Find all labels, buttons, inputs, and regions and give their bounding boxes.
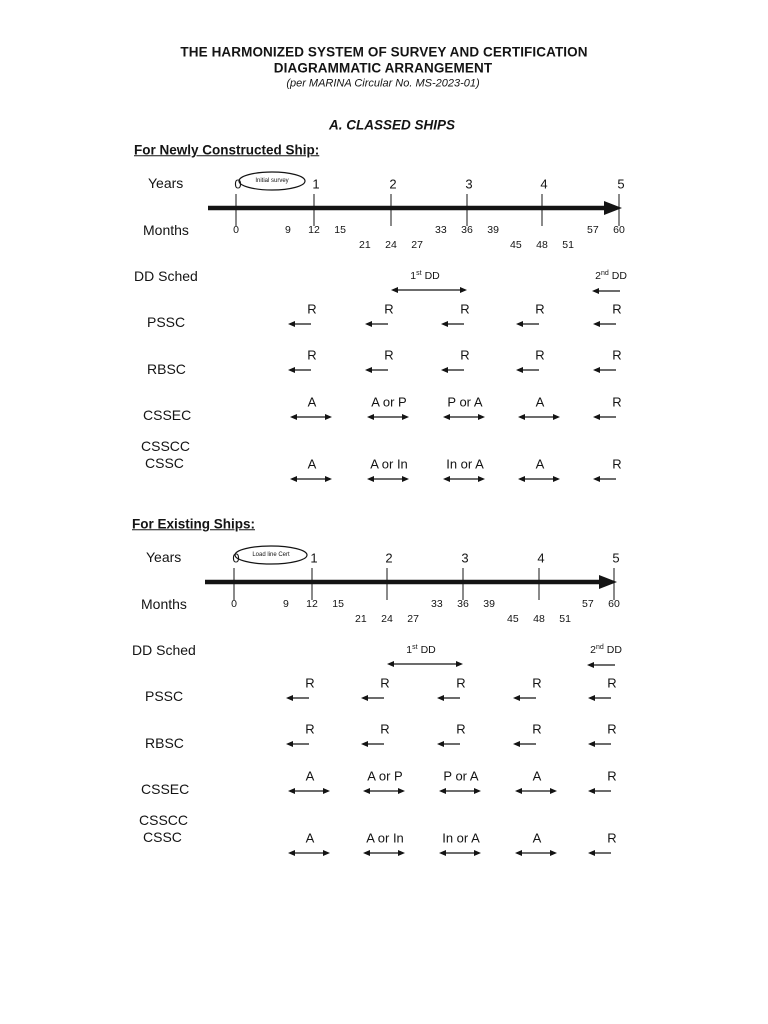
survey-code: A [305, 768, 315, 784]
survey-code: R [305, 721, 315, 737]
survey-code: R [456, 675, 466, 691]
dd-label-1 [406, 645, 435, 656]
dd-number: 1 [406, 643, 413, 656]
survey-code: R [607, 768, 617, 784]
dd-label-2 [595, 271, 627, 282]
month-number: 51 [559, 612, 571, 625]
month-number: 0 [231, 597, 237, 610]
month-number: 36 [461, 223, 473, 236]
milestone-oval-label: Load line Cert [252, 552, 290, 558]
dd-text: DD [611, 269, 627, 282]
survey-double-arrow-head-left [439, 850, 446, 856]
survey-code: R [535, 301, 545, 317]
survey-left-arrow-head-left [593, 414, 600, 420]
month-number: 27 [407, 612, 419, 625]
row-label-cssec: CSSEC [141, 781, 190, 797]
survey-left-arrow-head-left [593, 321, 600, 327]
dd-arrow-head-left [592, 288, 599, 294]
survey-code: A or P [371, 394, 407, 410]
survey-code: R [460, 347, 470, 363]
dd-arrow-head-left [587, 662, 594, 668]
month-number: 39 [483, 597, 495, 610]
month-number: 60 [608, 597, 620, 610]
survey-double-arrow-head-right [474, 788, 481, 794]
survey-double-arrow-head-right [478, 476, 485, 482]
survey-code: A [535, 394, 545, 410]
survey-code: In or A [446, 456, 484, 472]
survey-left-arrow-head-left [286, 695, 293, 701]
survey-double-arrow-head-right [325, 476, 332, 482]
month-number: 24 [381, 612, 393, 625]
survey-code: R [307, 347, 317, 363]
survey-double-arrow-head-left [367, 414, 374, 420]
survey-double-arrow-head-left [518, 414, 525, 420]
survey-left-arrow-head-left [588, 695, 595, 701]
survey-left-arrow-head-left [516, 367, 523, 373]
month-number: 57 [587, 223, 599, 236]
years-label: Years [148, 175, 184, 191]
survey-code: R [380, 721, 390, 737]
survey-left-arrow-head-left [513, 695, 520, 701]
survey-double-arrow-head-left [290, 476, 297, 482]
month-number: 60 [613, 223, 625, 236]
survey-left-arrow-head-left [593, 476, 600, 482]
survey-code: R [384, 347, 394, 363]
survey-double-arrow-head-left [515, 788, 522, 794]
month-number: 36 [457, 597, 469, 610]
survey-code: A [535, 456, 545, 472]
survey-left-arrow-head-left [288, 367, 295, 373]
year-number: 2 [389, 176, 397, 192]
survey-double-arrow-head-right [550, 850, 557, 856]
survey-code: R [607, 675, 617, 691]
dd-text: DD [424, 269, 440, 282]
row-label-csscc: CSSCC [139, 812, 189, 828]
survey-left-arrow-head-left [286, 741, 293, 747]
month-number: 12 [308, 223, 320, 236]
year-number: 5 [612, 550, 620, 566]
month-number: 15 [334, 223, 346, 236]
survey-double-arrow-head-right [550, 788, 557, 794]
dd-label-1 [410, 271, 439, 282]
survey-code: R [607, 721, 617, 737]
survey-code: R [532, 675, 542, 691]
milestone-oval-label: Initial survey [255, 178, 289, 184]
survey-code: R [460, 301, 470, 317]
survey-code: R [612, 394, 622, 410]
survey-code: R [612, 347, 622, 363]
dd-ordinal: st [416, 269, 422, 277]
survey-double-arrow-head-right [402, 414, 409, 420]
survey-left-arrow-head-left [361, 741, 368, 747]
survey-code: A or In [370, 456, 408, 472]
month-number: 15 [332, 597, 344, 610]
year-number: 5 [617, 176, 625, 192]
month-number: 9 [282, 597, 289, 610]
dd-ordinal: st [412, 643, 418, 651]
month-number: 0 [233, 223, 239, 236]
month-number: 48 [536, 238, 548, 251]
survey-code: A [307, 456, 317, 472]
dd-text: DD [420, 643, 436, 656]
month-number: 24 [385, 238, 397, 251]
survey-left-arrow-head-left [588, 850, 595, 856]
dd-number: 2 [590, 643, 596, 656]
dd-ordinal: nd [600, 269, 609, 277]
survey-left-arrow-head-left [588, 741, 595, 747]
dd-arrow-head-right [460, 287, 467, 293]
survey-double-arrow-head-left [518, 476, 525, 482]
survey-code: A or In [366, 830, 404, 846]
survey-double-arrow-head-left [288, 788, 295, 794]
section-heading: For Existing Ships: [132, 516, 256, 532]
survey-left-arrow-head-left [441, 367, 448, 373]
year-number: 2 [385, 550, 393, 566]
survey-code: R [380, 675, 390, 691]
survey-double-arrow-head-left [443, 476, 450, 482]
survey-left-arrow-head-left [516, 321, 523, 327]
survey-double-arrow-head-left [443, 414, 450, 420]
dd-arrow-head-left [391, 287, 398, 293]
survey-left-arrow-head-left [588, 788, 595, 794]
month-number: 51 [562, 238, 574, 251]
years-label: Years [146, 549, 182, 565]
row-label-cssc: CSSC [145, 455, 184, 471]
survey-code: R [305, 675, 315, 691]
survey-left-arrow-head-left [513, 741, 520, 747]
survey-code: A or P [367, 768, 403, 784]
survey-double-arrow-head-left [288, 850, 295, 856]
survey-double-arrow-head-right [478, 414, 485, 420]
survey-code: R [607, 830, 617, 846]
survey-left-arrow-head-left [437, 741, 444, 747]
year-number: 0 [232, 550, 240, 566]
survey-double-arrow-head-right [398, 850, 405, 856]
survey-code: A [307, 394, 317, 410]
month-number: 27 [411, 238, 423, 251]
survey-left-arrow-head-left [365, 367, 372, 373]
dd-ordinal: nd [595, 643, 604, 651]
row-label-pssc: PSSC [145, 688, 184, 704]
survey-double-arrow-head-right [553, 476, 560, 482]
row-label-cssec: CSSEC [143, 407, 192, 423]
dd-label-2 [590, 645, 622, 656]
category-heading: A. CLASSED SHIPS [328, 117, 456, 133]
survey-code: R [307, 301, 317, 317]
row-label-cssc: CSSC [143, 829, 182, 845]
month-number: 12 [306, 597, 318, 610]
year-number: 1 [310, 550, 318, 566]
survey-double-arrow-head-right [398, 788, 405, 794]
survey-double-arrow-head-left [367, 476, 374, 482]
survey-code: P or A [443, 768, 479, 784]
survey-code: A [305, 830, 315, 846]
survey-double-arrow-head-left [363, 788, 370, 794]
document-title-line-1: THE HARMONIZED SYSTEM OF SURVEY AND CERTIFICATION [180, 44, 588, 60]
month-number: 48 [533, 612, 545, 625]
month-number: 45 [507, 612, 519, 625]
survey-code: R [456, 721, 466, 737]
survey-double-arrow-head-left [439, 788, 446, 794]
section-heading: For Newly Constructed Ship: [134, 142, 320, 158]
month-number: 9 [284, 223, 291, 236]
survey-left-arrow-head-left [441, 321, 448, 327]
row-label-rbsc: RBSC [145, 735, 184, 751]
document-subtitle: (per MARINA Circular No. MS-2023-01) [286, 77, 480, 90]
month-number: 57 [582, 597, 594, 610]
dd-number: 1 [410, 269, 417, 282]
month-number: 45 [510, 238, 522, 251]
survey-double-arrow-head-right [323, 788, 330, 794]
year-number: 0 [234, 176, 242, 192]
survey-double-arrow-head-right [323, 850, 330, 856]
year-number: 1 [312, 176, 320, 192]
survey-double-arrow-head-left [515, 850, 522, 856]
month-number: 21 [359, 238, 371, 251]
survey-double-arrow-head-right [553, 414, 560, 420]
survey-double-arrow-head-right [474, 850, 481, 856]
year-number: 4 [537, 550, 545, 566]
document-title-line-2: DIAGRAMMATIC ARRANGEMENT [273, 60, 493, 76]
month-number: 39 [487, 223, 499, 236]
survey-left-arrow-head-left [593, 367, 600, 373]
year-number: 3 [461, 550, 469, 566]
dd-text: DD [606, 643, 622, 656]
survey-left-arrow-head-left [361, 695, 368, 701]
survey-code: R [612, 301, 622, 317]
month-number: 33 [431, 597, 443, 610]
survey-code: R [384, 301, 394, 317]
dd-sched-label: DD Sched [132, 642, 196, 658]
month-number: 21 [355, 612, 367, 625]
survey-code: P or A [447, 394, 483, 410]
survey-code: A [532, 830, 542, 846]
survey-code: In or A [442, 830, 480, 846]
dd-arrow-head-right [456, 661, 463, 667]
months-label: Months [141, 596, 187, 612]
survey-code: R [532, 721, 542, 737]
row-label-csscc: CSSCC [141, 438, 191, 454]
survey-left-arrow-head-left [288, 321, 295, 327]
row-label-rbsc: RBSC [147, 361, 186, 377]
month-number: 33 [435, 223, 447, 236]
survey-left-arrow-head-left [365, 321, 372, 327]
survey-double-arrow-head-right [402, 476, 409, 482]
survey-double-arrow-head-right [325, 414, 332, 420]
survey-left-arrow-head-left [437, 695, 444, 701]
year-number: 3 [465, 176, 473, 192]
survey-code: R [535, 347, 545, 363]
survey-code: A [532, 768, 542, 784]
survey-double-arrow-head-left [290, 414, 297, 420]
survey-code: R [612, 456, 622, 472]
row-label-pssc: PSSC [147, 314, 186, 330]
dd-arrow-head-left [387, 661, 394, 667]
year-number: 4 [540, 176, 548, 192]
months-label: Months [143, 222, 189, 238]
dd-number: 2 [595, 269, 601, 282]
survey-double-arrow-head-left [363, 850, 370, 856]
dd-sched-label: DD Sched [134, 268, 198, 284]
